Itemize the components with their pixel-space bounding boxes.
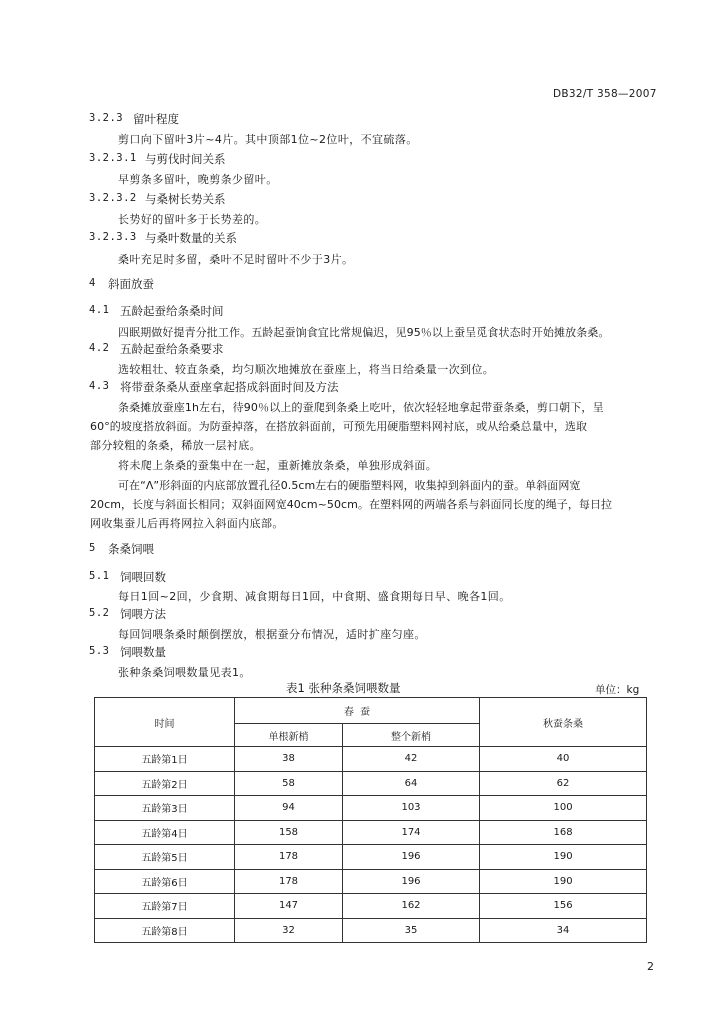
header-whole-shoot: 整个新梢 — [343, 724, 480, 747]
cell-day: 五龄第2日 — [95, 771, 235, 796]
paragraph: 60°的坡度搭放斜面。为防蚕掉落，在搭放斜面前，可预先用硬脂塑料网衬底，或从给桑总量中，选取 — [90, 420, 588, 433]
clause-number: 3.2.3.3 — [89, 231, 137, 243]
table-row — [95, 869, 647, 894]
table-row — [95, 894, 647, 919]
cell-whole: 35 — [343, 918, 480, 943]
clause-title: 饲喂方法 — [120, 607, 166, 621]
cell-autumn: 168 — [480, 820, 647, 845]
paragraph: 可在“Λ”形斜面的内底部放置孔径0.5cm左右的硬脂塑料网，收集掉到斜面内的蚕。单斜面网宽 — [118, 479, 581, 492]
doc-code: DB32/T 358—2007 — [553, 88, 657, 100]
cell-single: 158 — [235, 820, 343, 845]
cell-autumn: 40 — [480, 747, 647, 772]
cell-whole: 162 — [343, 894, 480, 919]
section-title: 条桑饲喂 — [108, 542, 154, 556]
table-row — [95, 771, 647, 796]
cell-single: 147 — [235, 894, 343, 919]
paragraph: 剪口向下留叶3片~4片。其中顶部1位~2位叶，不宜硫落。 — [118, 133, 418, 146]
cell-day: 五龄第6日 — [95, 869, 235, 894]
clause-title: 将带蚕条桑从蚕座拿起搭成斜面时间及方法 — [120, 380, 339, 394]
cell-single: 178 — [235, 869, 343, 894]
clause-title: 饲喂数量 — [120, 645, 166, 659]
cell-single: 38 — [235, 747, 343, 772]
paragraph: 20cm，长度与斜面长相同；双斜面网宽40cm~50cm。在塑料网的两端各系与斜面同长度的绳子，每日拉 — [90, 498, 613, 511]
header-spring: 春 蚕 — [235, 698, 480, 724]
cell-day: 五龄第8日 — [95, 918, 235, 943]
header-time: 时间 — [95, 698, 235, 747]
table-row — [95, 820, 647, 845]
cell-day: 五龄第1日 — [95, 747, 235, 772]
table-caption: 表1 张种条桑饲喂数量 — [286, 681, 401, 695]
cell-day: 五龄第4日 — [95, 820, 235, 845]
table-row — [95, 747, 647, 772]
clause-title: 饲喂回数 — [120, 570, 166, 584]
cell-day: 五龄第7日 — [95, 894, 235, 919]
clause-number: 4.1 — [89, 304, 110, 316]
clause-title: 与剪伐时间关系 — [145, 152, 226, 166]
cell-single: 178 — [235, 845, 343, 870]
feeding-table — [94, 697, 647, 943]
page-number: 2 — [647, 960, 654, 973]
paragraph: 将未爬上条桑的蚕集中在一起，重新摊放条桑，单独形成斜面。 — [118, 459, 438, 472]
table-row — [95, 845, 647, 870]
cell-autumn: 62 — [480, 771, 647, 796]
cell-single: 32 — [235, 918, 343, 943]
section-number: 4 — [89, 277, 96, 289]
cell-whole: 103 — [343, 796, 480, 821]
cell-whole: 42 — [343, 747, 480, 772]
clause-title: 五龄起蚕给条桑时间 — [120, 304, 224, 318]
cell-day: 五龄第5日 — [95, 845, 235, 870]
section-number: 5 — [89, 542, 96, 554]
clause-title: 与桑树长势关系 — [145, 192, 226, 206]
clause-title: 与桑叶数量的关系 — [145, 231, 237, 245]
paragraph: 部分较粗的条桑，稀放一层衬底。 — [90, 439, 261, 452]
cell-day: 五龄第3日 — [95, 796, 235, 821]
cell-autumn: 190 — [480, 869, 647, 894]
table-row — [95, 796, 647, 821]
paragraph: 选较粗壮、较直条桑，均匀顺次地摊放在蚕座上，将当日给桑量一次到位。 — [118, 363, 495, 376]
cell-whole: 196 — [343, 845, 480, 870]
cell-autumn: 34 — [480, 918, 647, 943]
clause-number: 3.2.3.1 — [89, 152, 137, 164]
cell-autumn: 156 — [480, 894, 647, 919]
cell-autumn: 100 — [480, 796, 647, 821]
paragraph: 每回饲喂条桑时颠倒摆放，根据蚕分布情况，适时扩座匀座。 — [118, 628, 426, 641]
paragraph: 张种条桑饲喂数量见表1。 — [118, 666, 251, 679]
cell-single: 94 — [235, 796, 343, 821]
paragraph: 条桑摊放蚕座1h左右，待90％以上的蚕爬到条桑上吃叶，依次轻轻地拿起带蚕条桑，剪口朝下，呈 — [118, 401, 604, 414]
clause-number: 5.1 — [89, 570, 110, 582]
clause-title: 五龄起蚕给条桑要求 — [120, 342, 224, 356]
header-single-shoot: 单根新梢 — [235, 724, 343, 747]
clause-number: 5.3 — [89, 645, 110, 657]
paragraph: 每日1回~2回，少食期、减食期每日1回，中食期、盛食期每日早、晚各1回。 — [118, 590, 511, 603]
table-row — [95, 918, 647, 943]
paragraph: 早剪条多留叶，晚剪条少留叶。 — [118, 173, 278, 186]
clause-number: 3.2.3.2 — [89, 192, 137, 204]
section-title: 斜面放蚕 — [108, 277, 154, 291]
table-unit: 单位：kg — [595, 684, 640, 696]
cell-whole: 174 — [343, 820, 480, 845]
clause-number: 5.2 — [89, 607, 110, 619]
paragraph: 长势好的留叶多于长势差的。 — [118, 213, 267, 226]
clause-number: 3.2.3 — [89, 112, 124, 124]
paragraph: 桑叶充足时多留，桑叶不足时留叶不少于3片。 — [118, 253, 354, 266]
clause-title: 留叶程度 — [133, 112, 179, 126]
header-autumn: 秋蚕条桑 — [480, 698, 647, 747]
paragraph: 四眠期做好提青分批工作。五龄起蚕饷食宜比常规偏迟，见95％以上蚕呈觅食状态时开始摊放条桑。 — [118, 326, 610, 339]
clause-number: 4.2 — [89, 342, 110, 354]
cell-single: 58 — [235, 771, 343, 796]
clause-number: 4.3 — [89, 380, 110, 392]
paragraph: 网收集蚕儿后再将网拉入斜面内底部。 — [90, 517, 284, 530]
cell-whole: 64 — [343, 771, 480, 796]
cell-autumn: 190 — [480, 845, 647, 870]
cell-whole: 196 — [343, 869, 480, 894]
